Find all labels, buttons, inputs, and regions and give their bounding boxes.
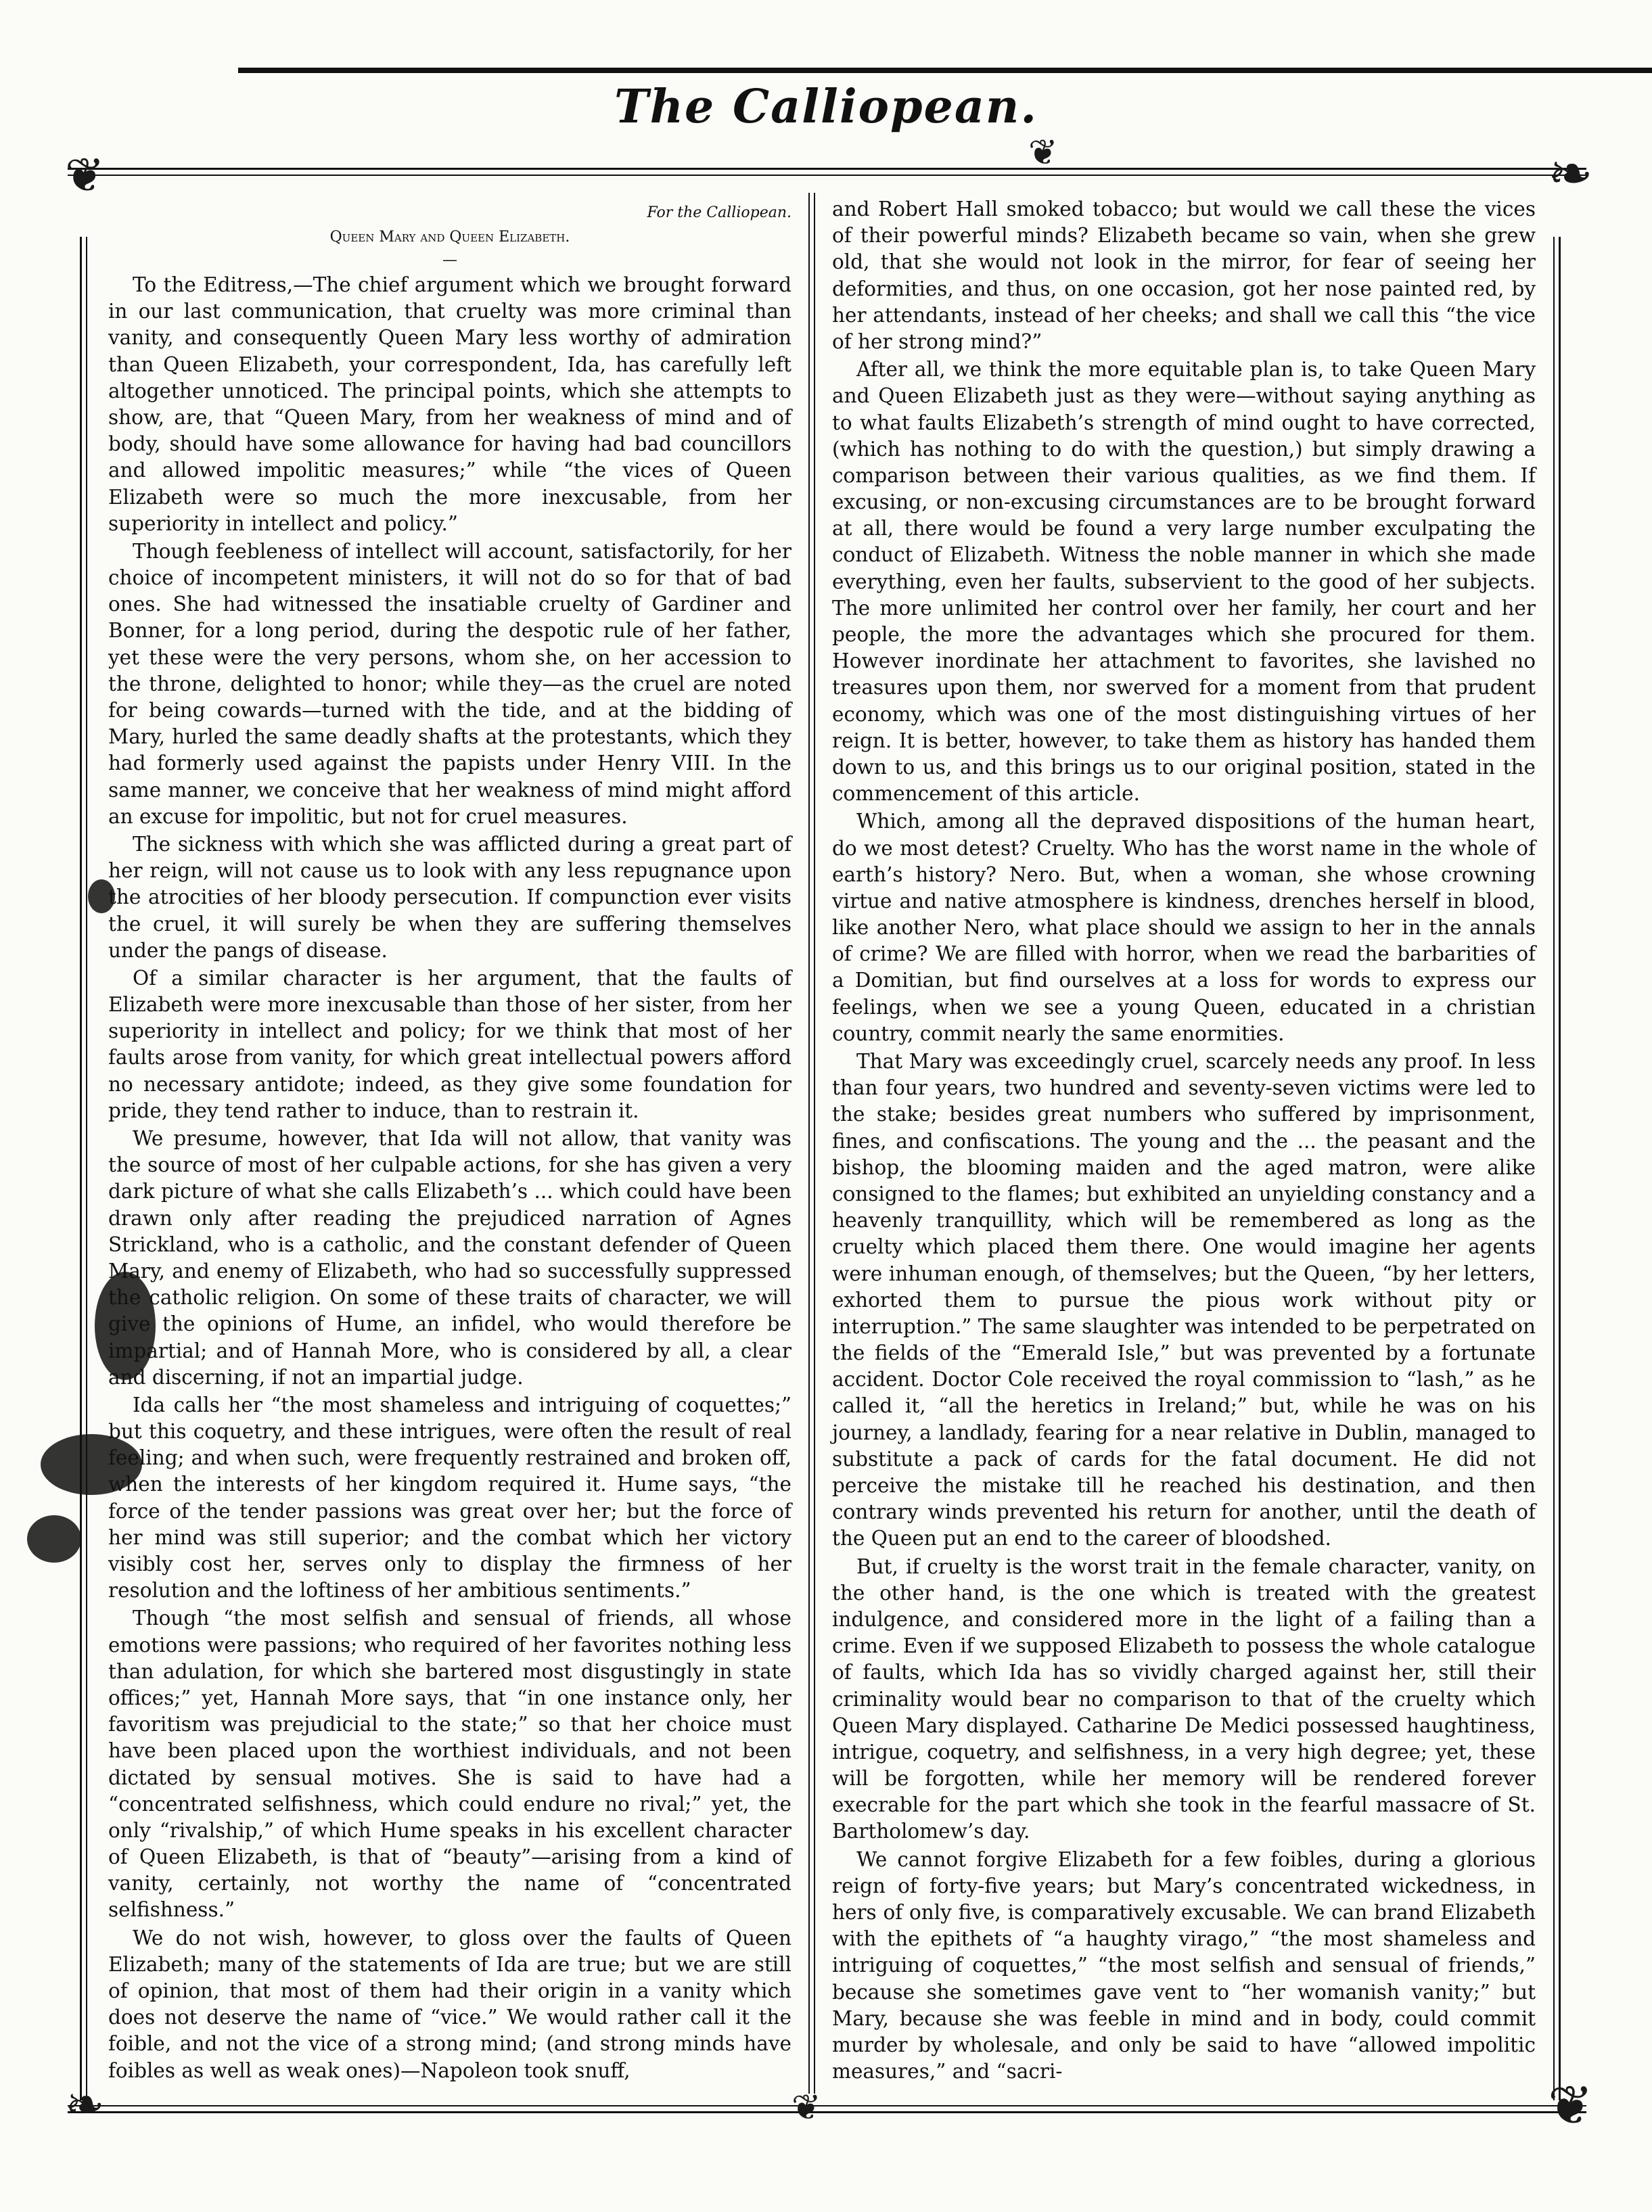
paragraph: We presume, however, that Ida will not allow, that vanity was the source of most of her culpable actions, for she has given a very dark picture of what she calls Elizabeth’s ... which could have been drawn only after reading the prejudiced narration of Agnes Strickland, who is a catholic, and the constant defender of Queen Mary, and enemy of Elizabeth, who had so successfully suppressed the catholic religion. On some of these traits of character, we will give the opinions of Hume, an infidel, who would therefore be impartial; and of Hannah More, who is considered by all, a clear and discerning, if not an impartial judge. — [108, 1127, 791, 1389]
corner-ornament-icon: ❦ — [1548, 2074, 1594, 2137]
right-column — [832, 196, 1536, 2085]
frame-top-border — [68, 168, 1586, 176]
paragraph: Of a similar character is her argument, that the faults of Elizabeth were more inexcusable than those of her sister, from her superiority in intellect and policy; for we think that most of her faults arose from vanity, for which great intellectual powers afford no necessary antidote; indeed, as they give some foundation for pride, they tend rather to induce, than to restrain it. — [108, 966, 791, 1122]
paragraph: We do not wish, however, to gloss over the faults of Queen Elizabeth; many of the statements of Ida are true; but we are still of opinion, that most of them had their origin in a vanity which does not deserve the name of “vice.” We would rather call it the foible, and not the vice of a strong mind; (and strong minds have foibles as well as weak ones)—Napoleon took snuff, — [108, 1926, 791, 2082]
bottom-center-ornament-icon: ❦ — [791, 2088, 821, 2128]
paragraph: But, if cruelty is the worst trait in the female character, vanity, on the other hand, is the one which is treated with the greatest indulgence, and considered more in the light of a failing than a crime. Even if we supposed Elizabeth to possess the whole catalogue of faults, which Ida has so vividly charged against her, still their criminality would bear no comparison to that of the cruelty which Queen Mary displayed. Catharine De Medici possessed haughtiness, intrigue, coquetry, and selfishness, in a very high degree; yet, these will be forgotten, while her memory will be rendered forever execrable for the part which she took in the fearful massacre of St. Bartholomew’s day. — [832, 1554, 1536, 1843]
corner-ornament-icon: ❧ — [65, 2077, 105, 2132]
corner-ornament-icon: ❦ — [65, 147, 105, 203]
byline: For the Calliopean. — [647, 204, 791, 221]
paragraph: Though feebleness of intellect will account, satisfactorily, for her choice of incompetent ministers, it will not do so for that of bad ones. She had witnessed the insatiable cruelty of Gardiner and Bonner, for a long period, during the despotic rule of her father, yet these were the very persons, whom she, on her accession to the throne, delighted to honor; while they—as the cruel are noted for being cowards—turned with the tide, and at the bidding of Mary, hurled the same deadly shafts at the protestants, which they had formerly used against the papists under Henry VIII. In the same manner, we conceive that her weakness of mind might afford an excuse for impolitic, but not for cruel measures. — [108, 539, 791, 828]
ink-smudge — [27, 1515, 81, 1563]
corner-ornament-icon: ❧ — [1548, 142, 1594, 205]
paragraph: To the Editress,—The chief argument which we brought forward in our last communication, that cruelty was more criminal than vanity, and consequently Queen Mary less worthy of admiration than Queen Elizabeth, your correspondent, Ida, has carefully left altogether unnoticed. The principal points, which she attempts to show, are, that “Queen Mary, from her weakness of mind and of body, should have some allowance for having had bad councillors and allowed impolitic measures;” while “the vices of Queen Elizabeth were so much the more inexcusable, from her superiority in intellect and policy.” — [108, 273, 791, 535]
paragraph: We cannot forgive Elizabeth for a few foibles, during a glorious reign of forty-five years; but Mary’s concentrated wickedness, in hers of only five, is comparatively excusable. We can brand Elizabeth with the epithets of “a haughty virago,” “the most shameless and intriguing of coquettes,” “the most selfish and sensual of friends,” because she sometimes gave vent to “her womanish vanity;” but Mary, because she was feeble in mind and in body, could commit murder by wholesale, and only be said to have “allowed impolitic measures,” and “sacri- — [832, 1847, 1536, 2083]
article-title: Queen Mary and Queen Elizabeth. — [329, 229, 570, 246]
column-divider — [808, 193, 815, 2094]
masthead: The Calliopean. — [614, 80, 1038, 134]
paragraph: The sickness with which she was afflicted during a great part of her reign, will not cause us to look with any less repugnance upon the atrocities of her bloody persecution. If compunction ever visits the cruel, it will surely be when they are suffering themselves under the pangs of disease. — [108, 832, 791, 962]
top-rule — [238, 68, 1652, 73]
paragraph: Though “the most selfish and sensual of friends, all whose emotions were passions; who required of her favorites nothing less than adulation, for which she bartered most disgustingly in state offices;” yet, Hannah More says, that “in one instance only, her favoritism was prejudicial to the state;” so that her choice must have been placed upon the worthiest individuals, and not been dictated by sensual motives. She is said to have had a “concentrated selfishness, which could endure no rival;” yet, the only “rivalship,” of which Hume speaks in his excellent character of Queen Elizabeth, is that of “beauty”—arising from a kind of vanity, certainly, not worthy the name of “concentrated selfishness.” — [108, 1607, 791, 1922]
paragraph: That Mary was exceedingly cruel, scarcely needs any proof. In less than four years, two hundred and seventy-seven victims were led to the stake; besides great numbers who suffered by imprisonment, fines, and confiscations. The young and the ... the peasant and the bishop, the blooming maiden and the aged matron, were alike consigned to the flames; but exhibited an unyielding constancy and a heavenly tranquillity, which will be remembered as long as the cruelty which placed them there. One would imagine her agents were inhuman enough, of themselves; but the Queen, “by her letters, exhorted them to pursue the pious work without pity or interruption.” The same slaughter was intended to be perpetrated on the fields of the “Emerald Isle,” but was prevented by a fortunate accident. Doctor Cole received the royal commission to “lash,” as he called it, “all the heretics in Ireland;” but, while he was on his journey, a landlady, fearing for a near relative in Dublin, managed to substitute a pack of cards for the fatal document. He did not perceive the mistake till he reached his destination, and then contrary winds prevented his return for another, until the death of the Queen put an end to the career of bloodshed. — [832, 1050, 1536, 1550]
left-column — [108, 196, 791, 2084]
paragraph: Ida calls her “the most shameless and intriguing of coquettes;” but this coquetry, and these intrigues, were often the result of real feeling; and when such, were frequently restrained and broken off, when the interests of her kingdom required it. Hume says, “the force of the tender passions was great over her; but the force of her mind was still superior; and the combat which her victory visibly cost her, serves only to display the firmness of her resolution and the loftiness of her ambitious sentiments.” — [108, 1393, 791, 1603]
paragraph: Which, among all the depraved dispositions of the human heart, do we most detest? Cruelty. Who has the worst name in the whole of earth’s history? Nero. But, when a woman, she whose crowning virtue and native atmosphere is kindness, drenches herself in blood, like another Nero, what place should we assign to her in the annals of crime? We are filled with horror, when we read the barbarities of a Domitian, but find ourselves at a loss for words to express our feelings, when we see a young Queen, educated in a christian country, commit nearly the same enormities. — [832, 810, 1536, 1045]
frame-bottom-border — [68, 2105, 1586, 2113]
top-center-ornament-icon: ❦ — [1028, 133, 1058, 173]
frame-right-border — [1553, 237, 1561, 2100]
frame-left-border — [80, 237, 87, 2100]
paragraph: and Robert Hall smoked tobacco; but would we call these the vices of their powerful minds? Elizabeth became so vain, when she grew old, that she would not look in the mirror, for fear of seeing her deformities, and thus, on one occasion, got her nose painted red, by her attendants, instead of her cheeks; and shall we call this “the vice of her strong mind?” — [832, 198, 1536, 353]
title-separator: — — [442, 252, 457, 269]
paragraph: After all, we think the more equitable plan is, to take Queen Mary and Queen Elizabeth just as they were—without saying anything as to what faults Elizabeth’s strength of mind ought to have corrected, (which has nothing to do with the question,) but simply drawing a comparison between their various qualities, as we find them. If excusing, or non-excusing circumstances are to be brought forward at all, there would be found a very large number exculpating the conduct of Elizabeth. Witness the noble manner in which she made everything, even her faults, subservient to the good of her subjects. The more unlimited her control over her family, her court and her people, the more the advantages which she procured for them. However inordinate her attachment to favorites, she lavished no treasures upon them, nor swerved for a moment from that prudent economy, which was one of the most distinguishing virtues of her reign. It is better, however, to take them as history has handed them down to us, and this brings us to our original position, stated in the commencement of this article. — [832, 358, 1536, 806]
